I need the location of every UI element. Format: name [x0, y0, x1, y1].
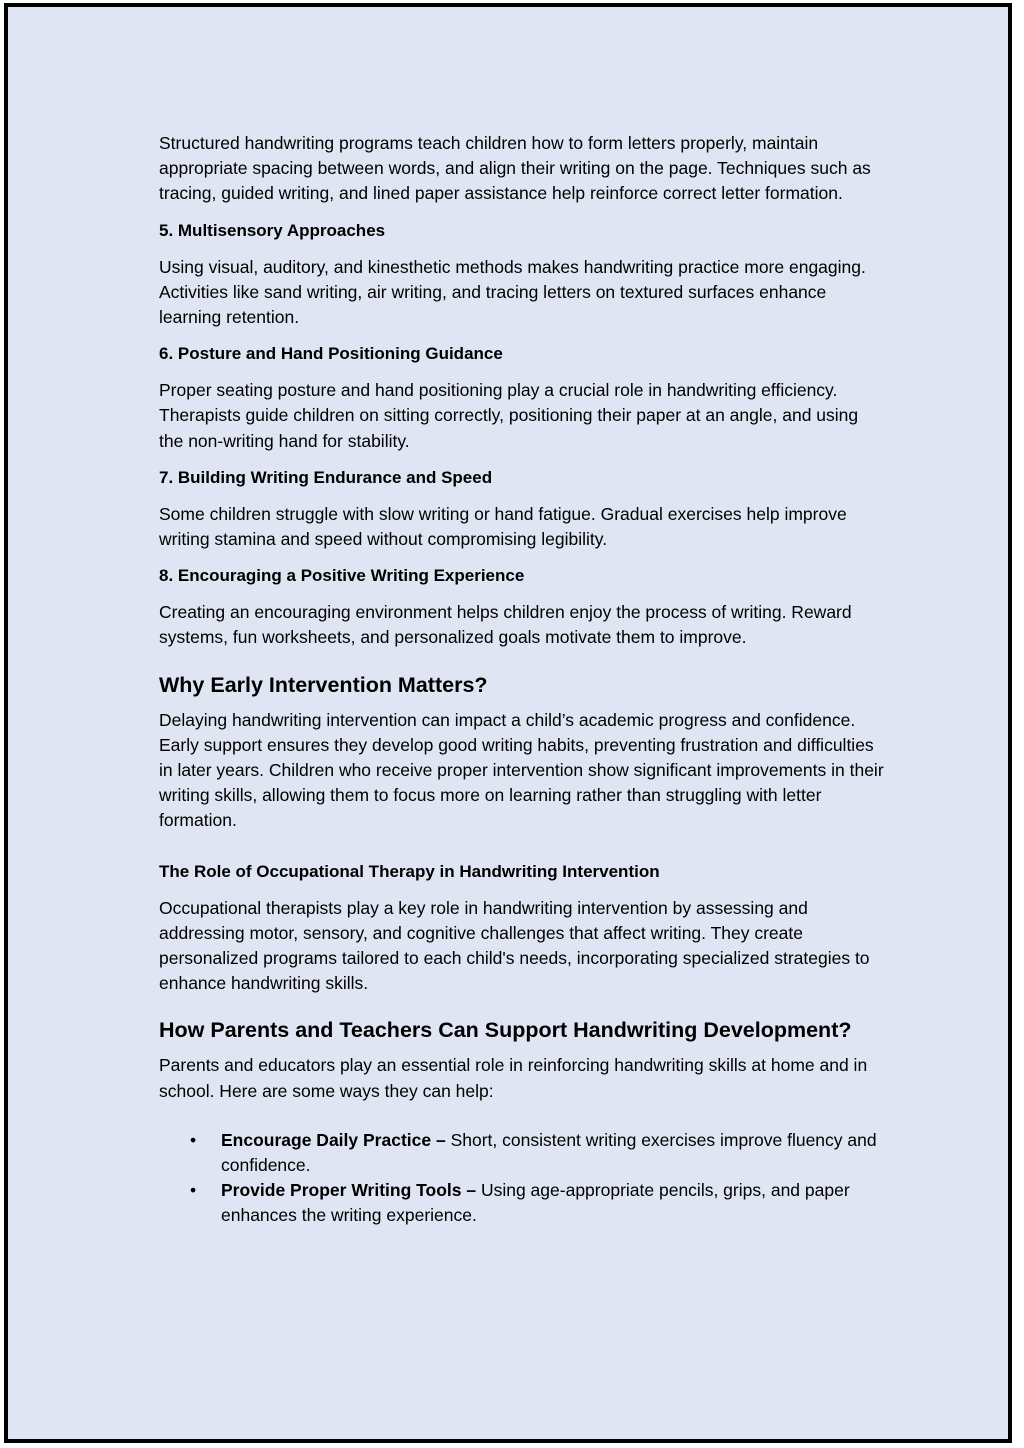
section-heading-posture: 6. Posture and Hand Positioning Guidance	[159, 344, 503, 364]
support-heading	[159, 1016, 884, 1044]
bullet-text: Short, consistent writing exercises improve fluency and confidence.	[221, 1129, 877, 1176]
bullet-title: Encourage Daily Practice –	[221, 1129, 446, 1150]
list-item	[159, 1128, 884, 1178]
support-heading-text: How Parents and Teachers Can Support Handwriting Development?	[159, 1018, 852, 1043]
bullet-text: Using age-appropriate pencils, grips, and paper enhances the writing experience.	[221, 1180, 850, 1226]
support-bullet-list	[159, 1128, 884, 1229]
list-item	[159, 1178, 884, 1228]
section-heading-endurance: 7. Building Writing Endurance and Speed	[159, 467, 493, 487]
bullet-icon: •	[190, 1180, 197, 1201]
intro-paragraph: Structured handwriting programs teach children how to form letters properly, maintain appropriate spacing between words, and align their writing on the page. Techniques such as tracing, guided writing, and lined paper assistance help reinforce correct letter formation.	[159, 133, 871, 204]
document-content	[159, 131, 884, 1229]
section-heading-positive-experience: 8. Encouraging a Positive Writing Experience	[159, 566, 525, 586]
early-intervention-heading	[159, 671, 884, 699]
support-body: Parents and educators play an essential role in reinforcing handwriting skills at home and in school. Here are some ways they can help:	[159, 1055, 868, 1101]
bullet-title: Provide Proper Writing Tools –	[221, 1180, 477, 1201]
section-body-endurance: Some children struggle with slow writing or hand fatigue. Gradual exercises help improve writing stamina and speed without compromising legibility.	[159, 503, 847, 550]
section-body-multisensory: Using visual, auditory, and kinesthetic methods makes handwriting practice more engaging. Activities like sand writing, air writing, and tracing letters on textured surfaces enhance learning retention.	[159, 256, 866, 328]
section-heading-multisensory: 5. Multisensory Approaches	[159, 220, 386, 240]
bullet-icon: •	[190, 1129, 197, 1150]
early-intervention-body: Delaying handwriting intervention can impact a child’s academic progress and confidence. Early support ensures they develop good writing habits, preventing frustration and difficulties in later years. Children who receive proper intervention show significant improvements in their writing skills, allowing them to focus more on learning rather than struggling with letter formation.	[159, 709, 884, 831]
section-body-posture: Proper seating posture and hand positioning play a crucial role in handwriting efficiency. Therapists guide children on sitting correctly, positioning their paper at an angle, and using the non-writing hand for stability.	[159, 380, 859, 451]
ot-role-heading: The Role of Occupational Therapy in Handwriting Intervention	[159, 861, 660, 881]
ot-role-body: Occupational therapists play a key role in handwriting intervention by assessing and addressing motor, sensory, and cognitive challenges that affect writing. They create personalized programs tailored to each child's needs, incorporating specialized strategies to enhance handwriting skills.	[159, 897, 870, 994]
early-intervention-heading-text: Why Early Intervention Matters?	[159, 672, 488, 697]
section-body-positive-experience: Creating an encouraging environment helps children enjoy the process of writing. Reward systems, fun worksheets, and personalized goals motivate them to improve.	[159, 602, 852, 648]
document-page	[4, 3, 1012, 1443]
